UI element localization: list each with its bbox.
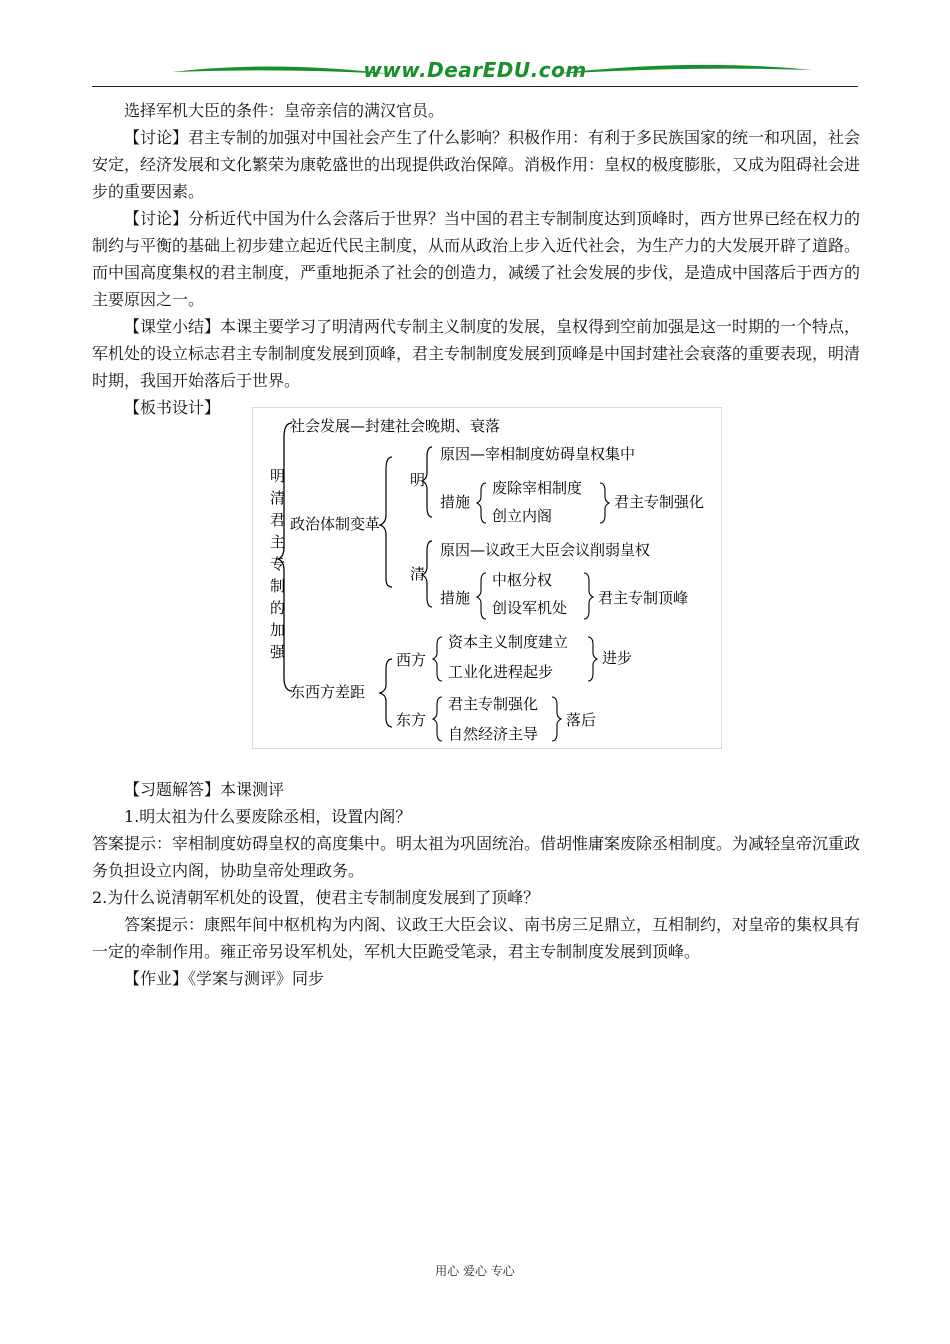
site-name: www.DearEDU.com [363,58,587,82]
west-item-1: 资本主义制度建立 [448,633,569,651]
page-header [92,52,858,92]
site-logo [92,52,858,86]
ming-result: 君主专制强化 [614,493,705,511]
ming-node: 明 [410,471,426,489]
board-design-diagram [252,407,722,749]
root-char: 清 [270,489,286,507]
paragraph: 【课堂小结】本课主要学习了明清两代专制主义制度的发展，皇权得到空前加强是这一时期的一个特点，军机处的设立标志君主专制制度发展到顶峰，君主专制制度发展到顶峰是中国封建社会衰落的重要表现，明清时期，我国开始落后于世界。 [92,317,861,390]
east-item-2: 自然经济主导 [448,725,539,743]
qing-result: 君主专制顶峰 [598,589,689,607]
west-node: 西方 [396,651,427,669]
qing-node: 清 [410,565,426,583]
question-2: 2.为什么说清朝军机处的设置，使君主专制制度发展到了顶峰？ [92,888,540,907]
answer-1: 答案提示：宰相制度妨碍皇权的高度集中。明太祖为巩固统治。借胡惟庸案废除丞相制度。为减轻皇帝沉重政务负担设立内阁，协助皇帝处理政务。 [92,834,861,880]
exercise-section [92,776,867,992]
paragraph: 【讨论】君主专制的加强对中国社会产生了什么影响？积极作用：有利于多民族国家的统一和巩固，社会安定，经济发展和文化繁荣为康乾盛世的出现提供政治保障。消极作用：皇权的极度膨胀，又成为阻碍社会进步的重要因素。 [92,128,861,201]
ming-measure-1: 废除宰相制度 [492,479,583,497]
root-char: 明 [270,467,286,485]
root-char: 加 [270,621,286,639]
east-result: 落后 [566,711,597,729]
gap-node: 东西方差距 [290,683,366,701]
root-char: 制 [270,577,286,595]
ming-measure-2: 创立内阁 [492,507,553,525]
east-node: 东方 [396,711,427,729]
east-item-1: 君主专制强化 [448,695,539,713]
root-char: 强 [270,643,286,661]
root-char: 主 [270,533,286,551]
paragraph: 【讨论】分析近代中国为什么会落后于世界？当中国的君主专制制度达到顶峰时，西方世界已经在权力的制约与平衡的基础上初步建立起近代民主制度，从而从政治上步入近代社会，为生产力的大发展开辟了道路。而中国高度集权的君主制度，严重地扼杀了社会的创造力，减缓了社会发展的步伐，是造成中国落后于西方的主要原因之一。 [92,209,861,309]
qing-reason: 原因—议政王大臣会议削弱皇权 [440,541,651,559]
exercise-heading: 【习题解答】本课测评 [124,780,285,799]
root-char: 君 [270,511,286,529]
homework: 【作业】《学案与测评》同步 [124,969,325,988]
qing-measures-label: 措施 [440,589,471,607]
root-char: 的 [270,599,286,617]
politics-node: 政治体制变革 [290,515,381,533]
west-result: 进步 [602,649,633,667]
west-item-2: 工业化进程起步 [448,663,554,681]
question-1: 1.明太祖为什么要废除丞相，设置内阁？ [124,807,412,826]
body-text-top [92,97,867,421]
answer-2: 答案提示：康熙年间中枢机构为内阁、议政王大臣会议、南书房三足鼎立，互相制约，对皇帝的集权具有一定的牵制作用。雍正帝另设军机处，军机大臣跪受笔录，君主专制制度发展到顶峰。 [92,915,861,961]
page-footer: 用心 爱心 专心 [435,1264,515,1278]
header-rule [92,86,858,87]
ming-measures-label: 措施 [440,493,471,511]
ming-reason: 原因—宰相制度妨碍皇权集中 [440,445,636,463]
social-node: 社会发展—封建社会晚期、衰落 [290,417,501,435]
root-char: 专 [270,555,286,573]
paragraph: 选择军机大臣的条件：皇帝亲信的满汉官员。 [124,101,445,120]
paragraph: 【板书设计】 [124,398,221,417]
qing-measure-1: 中枢分权 [492,571,553,589]
qing-measure-2: 创设军机处 [492,599,568,617]
